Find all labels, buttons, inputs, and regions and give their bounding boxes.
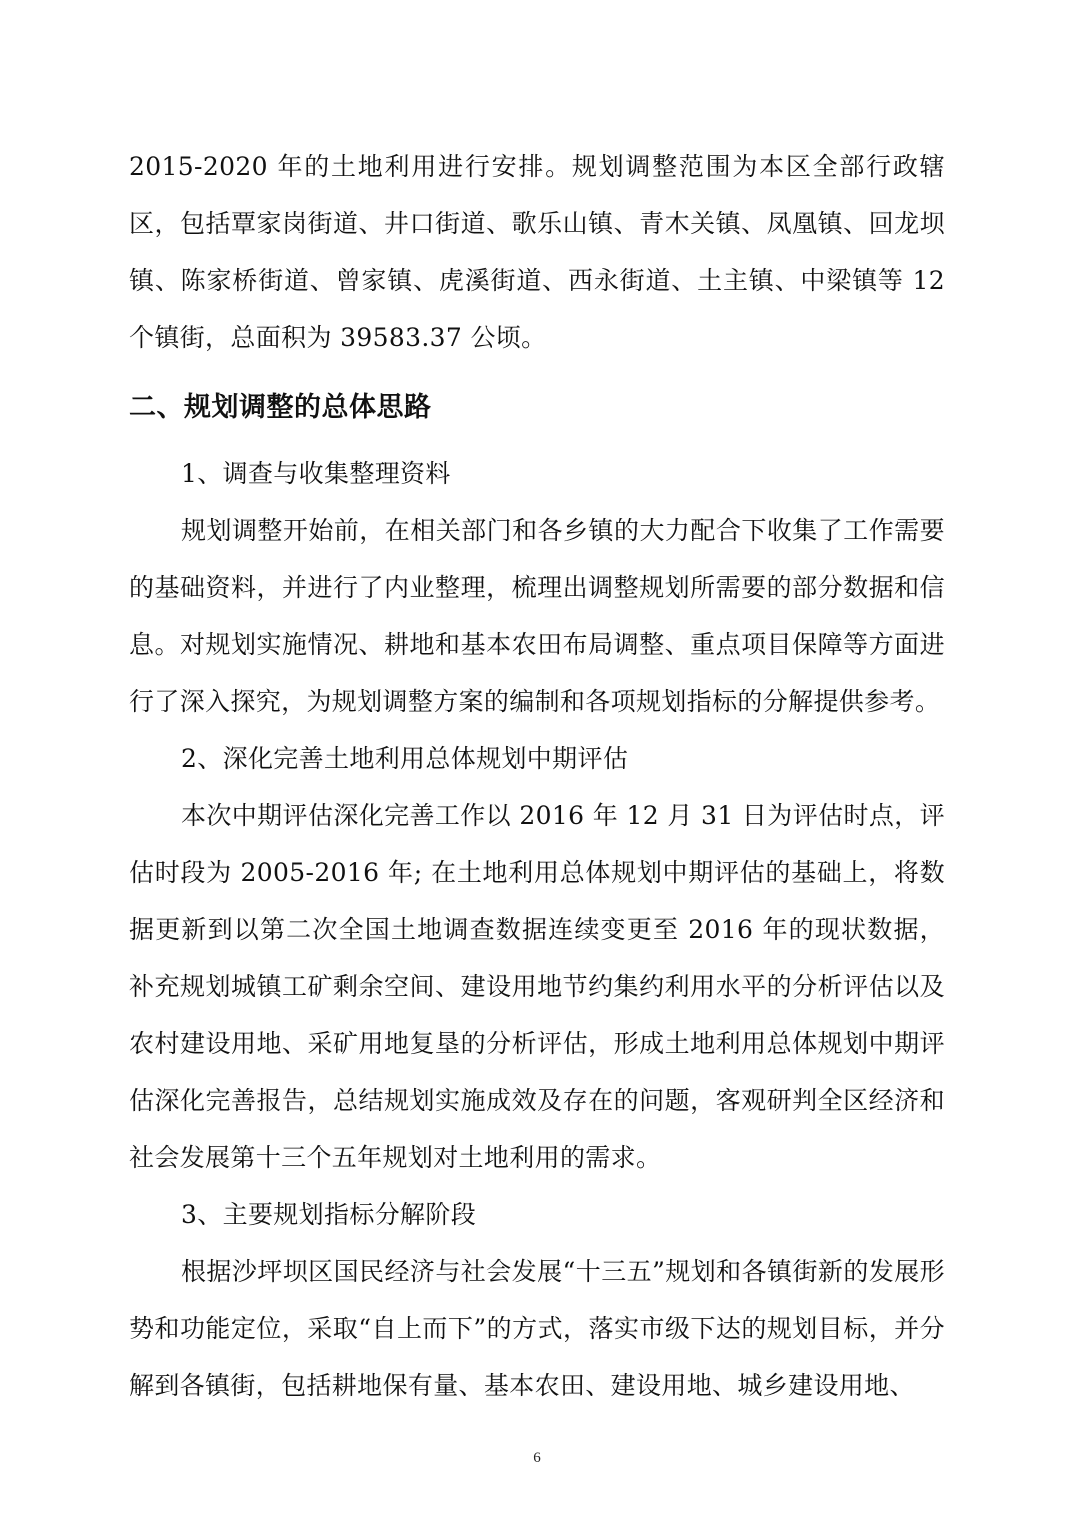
paragraph-continuation: 2015-2020 年的土地利用进行安排。规划调整范围为本区全部行政辖区，包括覃家岗街道、井口街道、歌乐山镇、青木关镇、凤凰镇、回龙坝镇、陈家桥街道、曾家镇、虎溪街道、西永街道、土主镇、中梁镇等 12 个镇街，总面积为 39583.37 公顷。 — [129, 152, 945, 352]
paragraph-item-3: 根据沙坪坝区国民经济与社会发展“十三五”规划和各镇街新的发展形势和功能定位，采取“自上而下”的方式，落实市级下达的规划目标，并分解到各镇街，包括耕地保有量、基本农田、建设用地、城乡建设用地、 — [129, 1257, 945, 1400]
paragraph-item-2: 本次中期评估深化完善工作以 2016 年 12 月 31 日为评估时点，评估时段为 2005-2016 年; 在土地利用总体规划中期评估的基础上，将数据更新到以第二次全国土地调查数据连续变更至 2016 年的现状数据，补充规划城镇工矿剩余空间、建设用地节约集约利用水平的分析评估以及农村建设用地、采矿用地复垦的分析评估，形成土地利用总体规划中期评估深化完善报告，总结规划实施成效及存在的问题，客观研判全区经济和社会发展第十三个五年规划对土地利用的需求。 — [129, 801, 945, 1172]
page-number: 6 — [533, 1450, 541, 1466]
paragraph-item-1: 规划调整开始前，在相关部门和各乡镇的大力配合下收集了工作需要的基础资料，并进行了内业整理，梳理出调整规划所需要的部分数据和信息。对规划实施情况、耕地和基本农田布局调整、重点项目保障等方面进行了深入探究，为规划调整方案的编制和各项规划指标的分解提供参考。 — [129, 516, 945, 716]
item-heading-1: 1、调查与收集整理资料 — [181, 459, 451, 488]
item-heading-3: 3、主要规划指标分解阶段 — [181, 1200, 477, 1229]
section-heading: 二、规划调整的总体思路 — [129, 392, 432, 423]
item-heading-2: 2、深化完善土地利用总体规划中期评估 — [181, 744, 629, 773]
document-body — [129, 138, 945, 1414]
